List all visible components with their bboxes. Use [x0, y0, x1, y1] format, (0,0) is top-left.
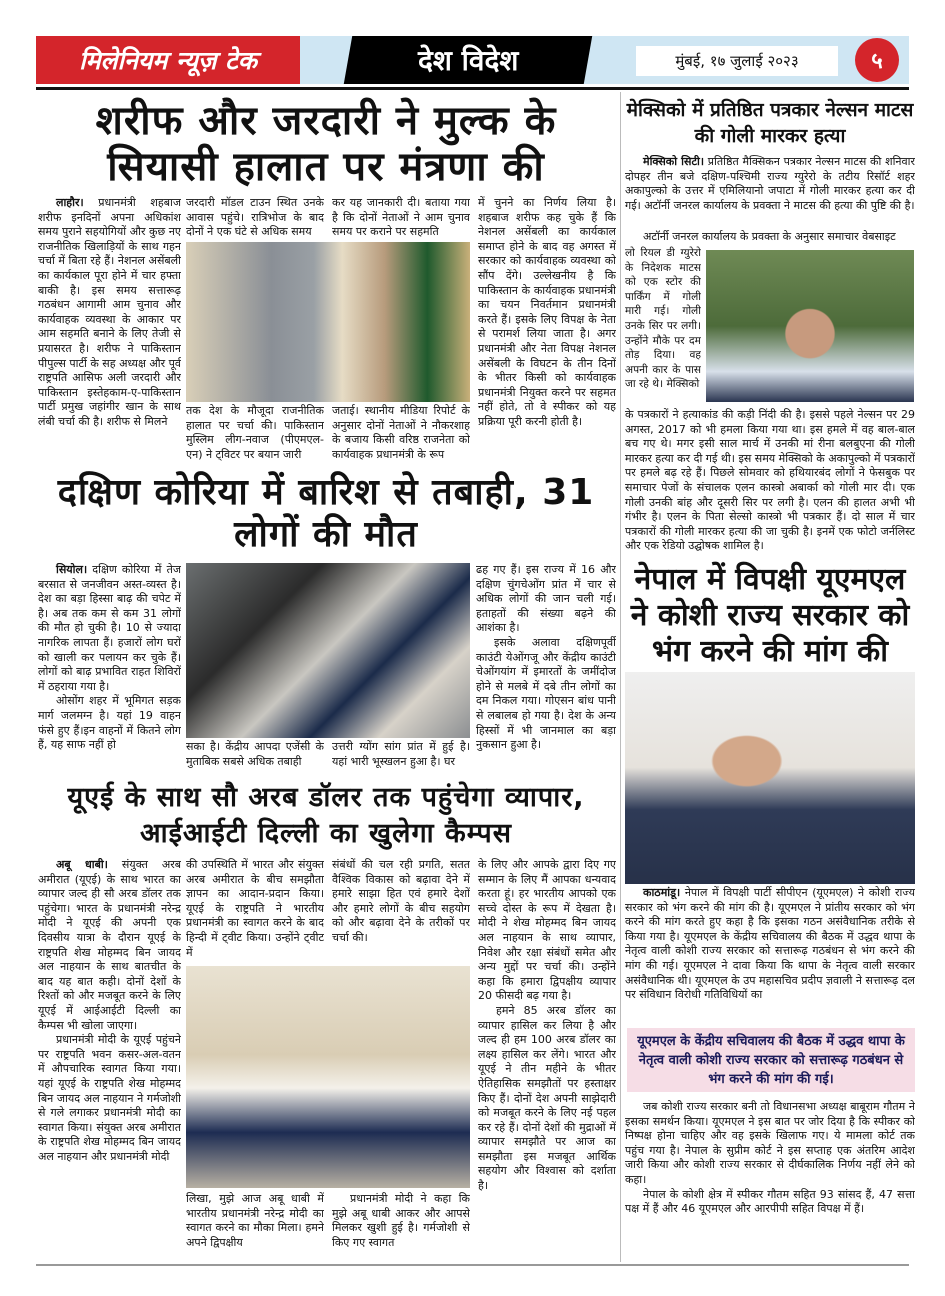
korea-col2: सका है। केंद्रीय आपदा एजेंसी के मुताबिक सबसे अधिक तबाही [186, 740, 324, 768]
body-text: के लिए और आपके द्वारा दिए गए सम्मान के लिए मैं आपका धन्यवाद करता हूं। हर भारतीय आपको एक सच्चे दोस्त के रूप में देखता है। मोदी ने शेख मोहम्मद बिन जायद अल नाहयान के साथ व्यापार, निवेश और रक्षा संबंधों समेत और अन्य मुद्दों पर चर्चा की। उन्होंने कहा कि हमारा द्विपक्षीय व्यापार 20 फीसदी बढ़ गया है। [478, 858, 616, 1003]
section-title-text: देश विदेश [417, 44, 519, 77]
body-text: ओसोंग शहर में भूमिगत सड़क मार्ग जलमग्न है। यहां 19 वाहन फंसे हुए हैं।इन वाहनों में कितने लोग हैं, यह साफ नहीं हो [38, 694, 181, 752]
photo-modi-uae-welcome [186, 966, 470, 1188]
headline-uae-trade: यूएई के साथ सौ अरब डॉलर तक पहुंचेगा व्यापार, आईआईटी दिल्ली का खुलेगा कैम्पस [67, 782, 585, 849]
story1-col3-bottom: जताई। स्थानीय मीडिया रिपोर्ट के अनुसार दोनों नेताओं ने नौकरशाह के बजाय किसी वरिष्ठ राजनेता को कार्यवाहक प्रधानमंत्री के रूप [332, 404, 470, 461]
newspaper-brand: मिलेनियम न्यूज़ टेक [36, 36, 300, 84]
photo-korea-flood-shelter [186, 563, 470, 738]
uae-col4 [478, 858, 616, 1260]
body-text: दक्षिण कोरिया में तेज बरसात से जनजीवन अस्त-व्यस्त है। देश का बड़ा हिस्सा बाढ़ की चपेट में है। अब तक कम से कम 31 लोगों की मौत हो चुकी है। 10 से ज्यादा नागरिक लापता हैं। हजारों लोग घरों को खाली कर पलायन कर चुके हैं। लोगों को बाढ़ प्रभावित राहत शिविरों में ठहराया गया है। [38, 563, 181, 693]
mexico-para1 [625, 155, 915, 227]
nepal-para1 [625, 886, 915, 1026]
story1-col2-top: जरदारी मॉडल टाउन स्थित उनके आवास पहुंचे। रात्रिभोज के बाद दोनों ने एक घंटे से अधिक समय [186, 196, 324, 239]
body-text: नेपाल के कोशी क्षेत्र में स्पीकर गौतम सहित 93 सांसद हैं, 47 सत्ता पक्ष में हैं और 46 यूएमएल और आरपीपी सहित विपक्ष में हैं। [625, 1187, 915, 1216]
uae-col2-bottom: लिखा, मुझे आज अबू धाबी में भारतीय प्रधानमंत्री नरेन्द्र मोदी का स्वागत करने का मौका मिला। हमने अपने द्विपक्षीय [186, 1192, 324, 1249]
page-number: ५ [855, 38, 899, 82]
body-text: प्रधानमंत्री मोदी ने कहा कि मुझे अबू धाबी आकर और आपसे मिलकर खुशी हुई है। गर्मजोशी से किए गए स्वागत [332, 1192, 470, 1249]
dateline: काठमांडू। [643, 886, 681, 899]
headline-mexico-journalist: मेक्सिको में प्रतिष्ठित पत्रकार नेल्सन माटस की गोली मारकर हत्या [626, 99, 914, 147]
footer-rule [36, 1264, 909, 1266]
headline-korea-rain: दक्षिण कोरिया में बारिश से तबाही, 31 लोगों की मौत [57, 472, 595, 555]
uae-col3-bottom [332, 1192, 470, 1258]
body-text: प्रधानमंत्री मोदी के यूएई पहुंचने पर राष्ट्रपति भवन कसर-अल-वतन में औपचारिक स्वागत किया गया। यहां यूएई के राष्ट्रपति शेख मोहम्मद बिन जायद अल नाहयान ने गर्मजोशी से गले लगाकर प्रधानमंत्री मोदी का स्वागत किया। संयुक्त अरब अमीरात के राष्ट्रपति शेख मोहम्मद बिन जायद अल नाहयान और प्रधानमंत्री मोदी [38, 1033, 181, 1163]
mexico-para2-rest: के पत्रकारों ने हत्याकांड की कड़ी निंदी की है। इससे पहले नेल्सन पर 29 अगस्त, 2017 को भी हमला किया गया था। इस हमले में वह बाल-बाल बच गए थे। मगर इसी साल मार्च में उनकी मां रीना बलबुएना की गोली मारकर हत्या कर दी गई थी। इस समय मेक्सिको के अकापुल्को में पत्रकारों पर हमले बढ़ रहे हैं। पिछले सोमवार को हथियारबंद लोगों ने फेसबुक पर समाचार पेजों के संचालक एलन कास्त्रो अबार्का को गोली मार दी। एक गोली उनकी बांह और दूसरी सिर पर लगी है। एलन की हालत अभी भी गंभीर है। एलन के पिता सेल्सो कास्त्रो भी पत्रकार हैं। दो साल में चार पत्रकारों की गोली मारकर हत्या की जा चुकी है। इनमें एक फोटो जर्नलिस्ट और एक रेडियो उद्घोषक शामिल है। [625, 408, 915, 553]
body-text: नेपाल में विपक्षी पार्टी सीपीएन (यूएमएल) ने कोशी राज्य सरकार को भंग करने की मांग की है। यूएमएल ने प्रांतीय सरकार को भंग करने की मांग करते हुए कहा है कि इसका गठन असंवैधानिक तरीके से किया गया है। यूएमएल के केंद्रीय सचिवालय की बैठक में उद्धव थापा के नेतृत्व वाली कोशी राज्य सरकार को सत्तारूढ़ गठबंधन से भंग करने की मांग की गई। यूएमएल ने दावा किया कि थापा के नेतृत्व वाली सरकार असंवैधानिक थी। यूएमएल के उप महासचिव प्रदीप ज्ञवाली ने सत्तारूढ़ दल पर संविधान विरोधी गतिविधियों का [625, 886, 915, 1002]
uae-col3-top: संबंधों की चल रही प्रगति, सतत वैश्विक विकास को बढ़ावा देने में हमारे साझा हित एवं हमारे देशों और हमारे लोगों के बीच सहयोग को और बढ़ावा देने के तरीकों पर चर्चा की। [332, 858, 470, 944]
photo-nelson-matus [706, 250, 914, 402]
body-text: हमने 85 अरब डॉलर का व्यापार हासिल कर लिया है और जल्द ही हम 100 अरब डॉलर का लक्ष्य हासिल कर लेंगे। भारत और यूएई ने तीन महीने के भीतर ऐतिहासिक समझौतों पर हस्ताक्षर किए हैं। दोनों देश अपनी साझेदारी को मजबूत करने के लिए नई पहल कर रहे हैं। दोनों देशों की मुद्राओं में व्यापार समझौते पर आज का समझौता इस मजबूत आर्थिक सहयोग और विश्वास को दर्शाता है। [478, 1003, 616, 1193]
body-text: ढह गए हैं। इस राज्य में 16 और दक्षिण चुंगचेओंग प्रांत में चार से अधिक लोगों की जान चली गई। हताहतों की संख्या बढ़ने की आशंका है। [476, 563, 616, 635]
body-text: अटॉर्नी जनरल कार्यालय के प्रवक्ता के अनुसार समाचार वेबसाइट [643, 230, 896, 243]
headline-nepal-uml: नेपाल में विपक्षी यूएमएल ने कोशी राज्य सरकार को भंग करने की मांग की [630, 562, 910, 669]
body-text: जब कोशी राज्य सरकार बनी तो विधानसभा अध्यक्ष बाबूराम गौतम ने इसका समर्थन किया। यूएमएल ने इस बात पर जोर दिया है कि स्पीकर को निष्पक्ष होना चाहिए और वह इसके खिलाफ गए। ये मामला कोर्ट तक पहुंच गया है। नेपाल के सुप्रीम कोर्ट ने इस सप्ताह एक अंतरिम आदेश जारी किया और कोशी राज्य सरकार से दीर्घकालिक निर्णय नहीं लेने को कहा। [625, 1100, 915, 1186]
section-title [344, 36, 592, 84]
dateline: सियोल। [56, 563, 88, 576]
body-text: इसके अलावा दक्षिणपूर्वी काउंटी येओंगजू और केंद्रीय काउंटी चेओंगयांग में इमारतों के जमींदोज होने से मलबे में दबे तीन लोगों का दम निकल गया। गोएसन बांध पानी से लबालब हो गया है। देश के अन्य हिस्सों में भी जानमाल का बड़ा नुकसान हुआ है। [476, 635, 616, 752]
korea-col3: उत्तरी ग्योंग सांग प्रांत में हुई है। यहां भारी भूस्खलन हुआ है। घर [332, 740, 470, 768]
photo-kp-sharma-oli [625, 672, 915, 884]
masthead-rule [36, 87, 909, 90]
pull-quote: यूएमएल के केंद्रीय सचिवालय की बैठक में उद्धव थापा के नेतृत्व वाली कोशी राज्य सरकार को सत्तारूढ़ गठबंधन से भंग करने की मांग की गई। [627, 1028, 915, 1092]
column-divider [620, 92, 621, 1262]
uae-col1 [38, 858, 181, 1260]
body-text: प्रतिष्ठित मैक्सिकन पत्रकार नेल्सन माटस की शनिवार दोपहर तीन बजे दक्षिण-पश्चिमी राज्य ग्युरेरो के तटीय रिसॉर्ट शहर अकापुल्को के उत्तर में एमिलियानो जपाटा में गोली मारकर हत्या कर दी गई। अटॉर्नी जनरल कार्यालय के प्रवक्ता ने माटस की हत्या की पुष्टि की है। [625, 155, 915, 212]
korea-col4 [476, 563, 616, 773]
edition-date: मुंबई, १७ जुलाई २०२३ [636, 46, 838, 76]
dateline: अबू धाबी। [56, 858, 108, 871]
body-text: संयुक्त अरब अमीरात (यूएई) के साथ भारत का व्यापार जल्द ही सौ अरब डॉलर तक पहुंचेगा। भारत के प्रधानमंत्री नरेन्द्र मोदी ने यूएई की अपनी एक दिवसीय यात्रा के दौरान यूएई के राष्ट्रपति शेख मोहम्मद बिन जायद अल नाहयान के साथ बातचीत के बाद यह बात कही। दोनों देशों के रिश्तों को और मजबूत करने के लिए यूएई में आईआईटी दिल्ली का कैम्पस भी खोला जाएगा। [38, 858, 181, 1032]
dateline: लाहौर। [56, 196, 84, 209]
body-text: प्रधानमंत्री शहबाज शरीफ इनदिनों अपना अधिकांश समय पुराने सहयोगियों और कुछ नए राजनीतिक खिलाड़ियों के साथ गहन चर्चा में बिता रहे हैं। नेशनल असेंबली का कार्यकाल पूरा होने में चार हफ्ता बाकी है। इस समय सत्तारूढ़ गठबंधन आगामी आम चुनाव और कार्यवाहक व्यवस्था के आकार पर आम सहमति बनाने के लिए तेजी से प्रयासरत है। शरीफ ने पाकिस्तान पीपुल्स पार्टी के सह अध्यक्ष और पूर्व राष्ट्रपति आसिफ अली जरदारी और पाकिस्तान इस्तेहकाम-ए-पाकिस्तान पार्टी प्रमुख जहांगीर खान के साथ लंबी चर्चा की है। शरीफ से मिलने [38, 196, 181, 428]
headline-sharif-zardari: शरीफ और जरदारी ने मुल्क के सियासी हालात पर मंत्रणा की [95, 98, 557, 190]
story1-col4: में चुनने का निर्णय लिया है। शहबाज शरीफ कह चुके हैं कि नेशनल असेंबली का कार्यकाल समाप्त होने के बाद वह अगस्त में सरकार को कार्यवाहक व्यवस्था को सौंप देंगे। उल्लेखनीय है कि पाकिस्तान के कार्यवाहक प्रधानमंत्री का चयन निवर्तमान प्रधानमंत्री करते हैं। इसके लिए विपक्ष के नेता से परामर्श लिया जाता है। अगर प्रधानमंत्री और नेता विपक्ष नेशनल असेंबली के विघटन के तीन दिनों के भीतर किसी को कार्यवाहक प्रधानमंत्री नियुक्त करने पर सहमत नहीं होते, तो वे स्पीकर को यह प्रक्रिया पूरी करनी होती है। [478, 196, 616, 428]
dateline: मेक्सिको सिटी। [643, 155, 705, 168]
photo-sharif-zardari-meeting [186, 242, 470, 402]
story1-col2-bottom: तक देश के मौजूदा राजनीतिक हालात पर चर्चा की। पाकिस्तान मुस्लिम लीग-नवाज (पीएमएल-एन) ने ट्विटर पर बयान जारी [186, 404, 324, 461]
mexico-para2-side: लो रियल डी ग्युरेरो के निदेशक माटस को एक स्टोर की पार्किंग में गोली मारी गई। गोली उनके सिर पर लगी। उन्होंने मौके पर दम तोड़ दिया। वह अपनी कार के पास जा रहे थे। मेक्सिको [625, 247, 701, 391]
korea-col1 [38, 563, 181, 773]
story1-col3-top: कर यह जानकारी दी। बताया गया है कि दोनों नेताओं ने आम चुनाव समय पर कराने पर सहमति [332, 196, 470, 239]
uae-col2-top: की उपस्थिति में भारत और संयुक्त अरब अमीरात के बीच समझौता ज्ञापन का आदान-प्रदान किया। यूएई के राष्ट्रपति ने भारतीय प्रधानमंत्री का स्वागत करने के बाद हिन्दी में ट्वीट किया। उन्होंने ट्वीट में [186, 858, 324, 959]
story1-col1 [38, 196, 181, 462]
mexico-para2-lead [625, 230, 915, 245]
nepal-para2 [625, 1100, 915, 1260]
